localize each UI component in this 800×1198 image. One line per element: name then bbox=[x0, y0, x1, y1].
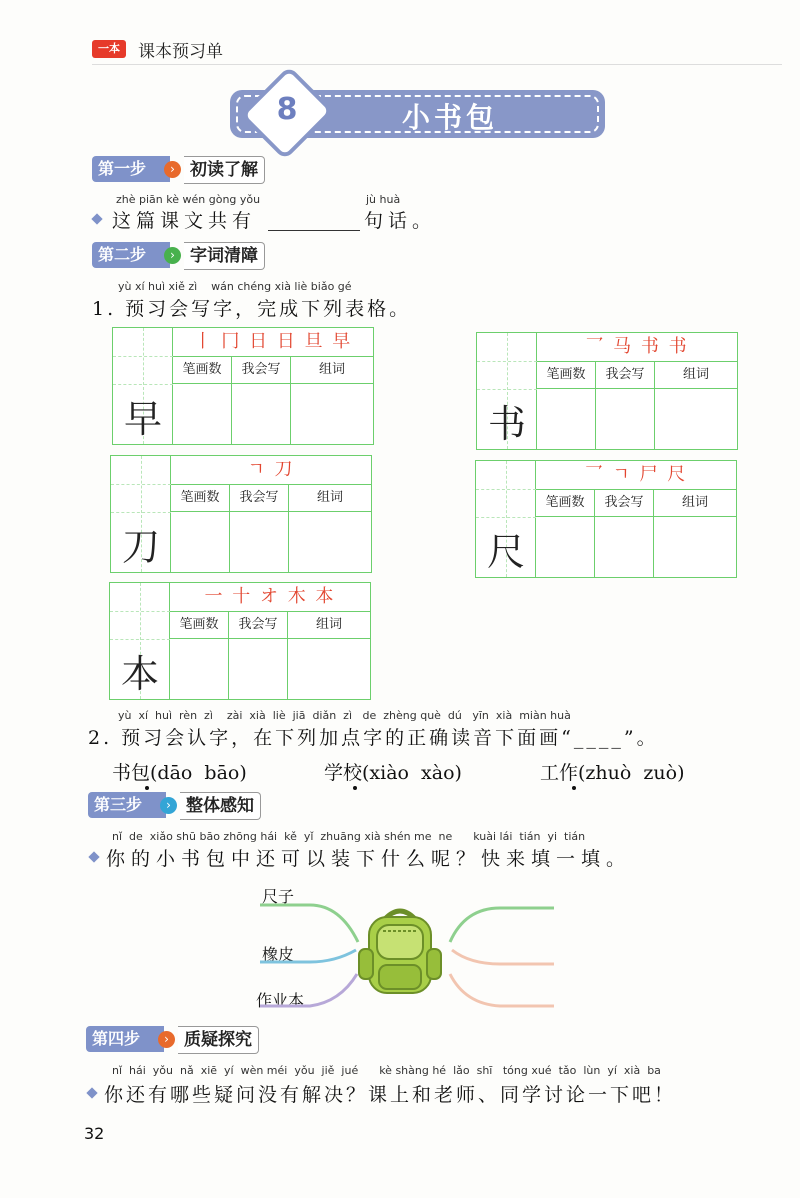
bullet-diamond-icon bbox=[86, 1087, 97, 1098]
stroke-order: ㄱ 刀 bbox=[171, 456, 371, 485]
header-write: 我会写 bbox=[595, 489, 654, 517]
char-table-zao bbox=[112, 327, 374, 445]
mindmap-item-ruler: 尺子 bbox=[262, 887, 295, 906]
write-input[interactable] bbox=[595, 517, 654, 577]
char-table-dao bbox=[110, 455, 372, 573]
arrow-right-icon: › bbox=[160, 797, 177, 814]
step4-text: 你还有哪些疑问没有解决？课上和老师、同学讨论一下吧！ bbox=[104, 1084, 677, 1106]
step4-tag: 第四步 bbox=[86, 1026, 164, 1052]
branch-left-1 bbox=[260, 905, 358, 942]
backpack-icon bbox=[355, 905, 445, 997]
stroke-order: 一 十 オ 木 本 bbox=[170, 583, 370, 612]
arrow-right-icon: › bbox=[164, 161, 181, 178]
lesson-title: 小书包 bbox=[401, 101, 498, 134]
header-write: 我会写 bbox=[596, 361, 655, 389]
brand-badge: 一本 bbox=[92, 40, 126, 58]
strokes-input[interactable] bbox=[537, 389, 596, 449]
branch-left-2 bbox=[260, 950, 356, 962]
step3-label: 整体感知 bbox=[180, 792, 261, 820]
q2-text: 2. 预习会认字，在下列加点字的正确读音下面画“____”。 bbox=[88, 727, 659, 749]
big-char: 刀 bbox=[121, 525, 160, 569]
q2-item-2[interactable]: 学校(xiào xào) bbox=[324, 762, 462, 784]
step2-tag: 第二步 bbox=[92, 242, 170, 268]
step3-text: 你的小书包中还可以装下什么呢？快来填一填。 bbox=[106, 848, 632, 870]
branch-left-3 bbox=[260, 974, 357, 1006]
write-input[interactable] bbox=[229, 639, 288, 699]
stroke-order: 乛 马 书 书 bbox=[537, 333, 737, 362]
step1-tag: 第一步 bbox=[92, 156, 170, 182]
header-strokes: 笔画数 bbox=[171, 484, 230, 512]
header-write: 我会写 bbox=[232, 356, 291, 384]
strokes-input[interactable] bbox=[173, 384, 232, 444]
write-input[interactable] bbox=[596, 389, 655, 449]
lesson-number: 8 bbox=[276, 92, 298, 127]
words-input[interactable] bbox=[654, 517, 736, 577]
header-title: 课本预习单 bbox=[138, 42, 223, 62]
step1-text-a: 这篇课文共有 bbox=[112, 210, 257, 232]
emphasis-dot bbox=[145, 786, 149, 790]
mindmap-item-homework: 作业本 bbox=[256, 991, 305, 1010]
header-words: 组词 bbox=[289, 484, 371, 512]
q2-item-3[interactable]: 工作(zhuò zuò) bbox=[540, 762, 685, 784]
strokes-input[interactable] bbox=[536, 517, 595, 577]
step4-label: 质疑探究 bbox=[178, 1026, 259, 1054]
header-words: 组词 bbox=[654, 489, 736, 517]
words-input[interactable] bbox=[291, 384, 373, 444]
bullet-diamond-icon bbox=[91, 213, 102, 224]
header-words: 组词 bbox=[291, 356, 373, 384]
step3-tag: 第三步 bbox=[88, 792, 166, 818]
strokes-input[interactable] bbox=[170, 639, 229, 699]
header-strokes: 笔画数 bbox=[536, 489, 595, 517]
write-input[interactable] bbox=[230, 512, 289, 572]
header-words: 组词 bbox=[288, 611, 370, 639]
step4-pinyin: nǐ hái yǒu nǎ xiē yí wèn méi yǒu jiě jué kè shàng hé lǎo shī tóng xué tǎo lùn yí xià ba bbox=[112, 1064, 661, 1077]
answer-blank[interactable] bbox=[268, 230, 360, 231]
emphasis-dot bbox=[353, 786, 357, 790]
step3-pinyin: nǐ de xiǎo shū bāo zhōng hái kě yǐ zhuāng xià shén me ne kuài lái tián yi tián bbox=[112, 830, 586, 843]
write-input[interactable] bbox=[232, 384, 291, 444]
step2-label: 字词清障 bbox=[184, 242, 265, 270]
q2-pinyin: yù xí huì rèn zì zài xià liè jiā diǎn zì de zhèng què dú yīn xià miàn huà bbox=[118, 709, 571, 722]
q1-pinyin: yù xí huì xiě zì wán chéng xià liè biǎo gé bbox=[118, 280, 352, 293]
page-number: 32 bbox=[84, 1124, 105, 1143]
step1-text-b: 句话。 bbox=[364, 210, 437, 232]
big-char: 早 bbox=[123, 397, 162, 441]
arrow-right-icon: › bbox=[158, 1031, 175, 1048]
header-divider bbox=[92, 64, 782, 65]
bullet-diamond-icon bbox=[88, 851, 99, 862]
mindmap-item-eraser: 橡皮 bbox=[262, 945, 295, 964]
words-input[interactable] bbox=[289, 512, 371, 572]
step1-label: 初读了解 bbox=[184, 156, 265, 184]
arrow-right-icon: › bbox=[164, 247, 181, 264]
words-input[interactable] bbox=[288, 639, 370, 699]
big-char: 本 bbox=[120, 652, 159, 696]
header-strokes: 笔画数 bbox=[170, 611, 229, 639]
stroke-order: 丨 冂 日 日 旦 早 bbox=[173, 328, 373, 357]
header-strokes: 笔画数 bbox=[537, 361, 596, 389]
branch-right-2 bbox=[452, 950, 554, 964]
big-char: 尺 bbox=[486, 530, 525, 574]
header-write: 我会写 bbox=[229, 611, 288, 639]
header-strokes: 笔画数 bbox=[173, 356, 232, 384]
stroke-order: 乛 ㄱ 尸 尺 bbox=[536, 461, 736, 490]
q2-item-1[interactable]: 书包(dāo bāo) bbox=[112, 762, 247, 784]
header-words: 组词 bbox=[655, 361, 737, 389]
step1-pinyin: zhè piān kè wén gòng yǒu bbox=[116, 193, 261, 206]
strokes-input[interactable] bbox=[171, 512, 230, 572]
branch-right-1 bbox=[450, 908, 554, 942]
q1-text: 1. 预习会写字，完成下列表格。 bbox=[92, 298, 412, 320]
header-write: 我会写 bbox=[230, 484, 289, 512]
words-input[interactable] bbox=[655, 389, 737, 449]
step1-pinyin-2: jù huà bbox=[366, 193, 401, 206]
char-table-shu bbox=[476, 332, 738, 450]
char-table-chi bbox=[475, 460, 737, 578]
char-table-ben bbox=[109, 582, 371, 700]
emphasis-dot bbox=[572, 786, 576, 790]
big-char: 书 bbox=[487, 402, 526, 446]
branch-right-3 bbox=[450, 974, 554, 1006]
